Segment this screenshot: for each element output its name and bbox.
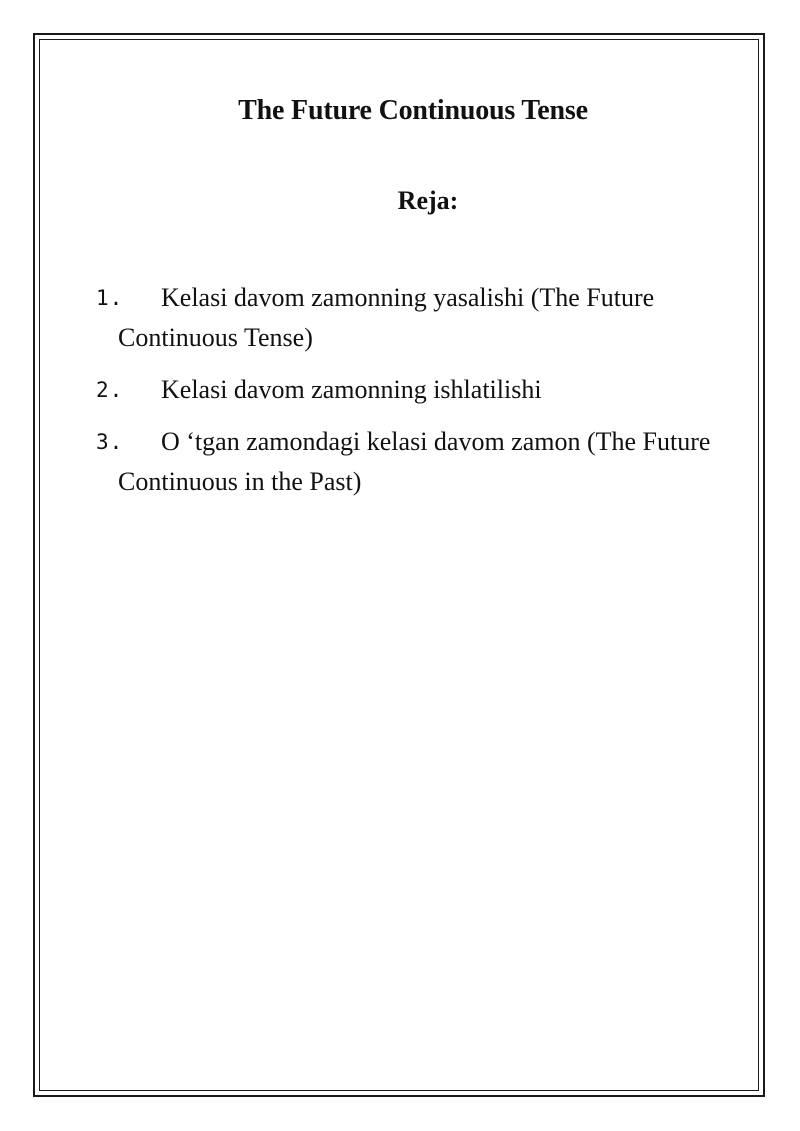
plan-item [96, 422, 736, 502]
plan-item-number: 1. [96, 286, 124, 310]
plan-item [96, 278, 736, 358]
plan-item-text: Kelasi davom zamonning ishlatilishi [161, 375, 542, 404]
plan-item-number: 2. [96, 378, 124, 402]
plan-list [96, 278, 736, 514]
document-title: The Future Continuous Tense [238, 94, 588, 126]
plan-heading: Reja: [397, 186, 459, 215]
plan-item [96, 370, 736, 410]
plan-item-text: Kelasi davom zamonning yasalishi (The Future Continuous Tense) [118, 283, 655, 352]
plan-item-text: O ‘tgan zamondagi kelasi davom zamon (The Future Continuous in the Past) [118, 427, 711, 496]
plan-item-number: 3. [96, 430, 124, 454]
